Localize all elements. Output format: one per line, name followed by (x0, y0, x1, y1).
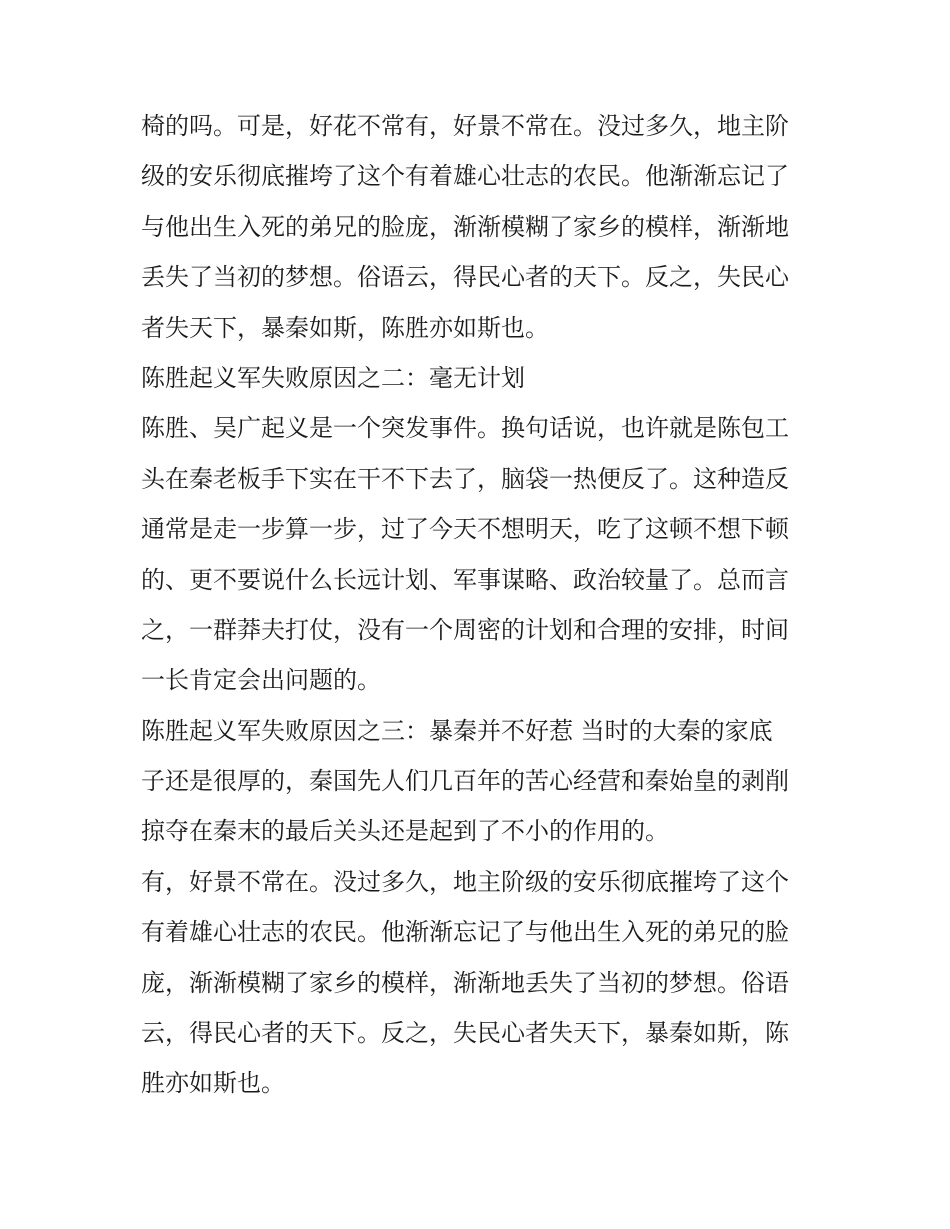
text-line-10: 的、更不要说什么长远计划、军事谋略、政治较量了。总而言 (141, 565, 789, 594)
text-line-5: 者失天下，暴秦如斯，陈胜亦如斯也。 (141, 313, 549, 342)
text-line-17: 有着雄心壮志的农民。他渐渐忘记了与他出生入死的弟兄的脸 (141, 918, 789, 947)
text-line-14: 子还是很厚的，秦国先人们几百年的苦心经营和秦始皇的剥削 (141, 767, 789, 796)
section-heading-3: 陈胜起义军失败原因之三：暴秦并不好惹 当时的大秦的家底 (141, 716, 773, 745)
text-line-11: 之，一群莽夫打仗，没有一个周密的计划和合理的安排，时间 (141, 615, 789, 644)
text-line-4: 丢失了当初的梦想。俗语云，得民心者的天下。反之，失民心 (141, 263, 789, 292)
text-line-19: 云，得民心者的天下。反之，失民心者失天下，暴秦如斯，陈 (141, 1019, 789, 1048)
text-line-9: 通常是走一步算一步，过了今天不想明天，吃了这顿不想下顿 (141, 515, 789, 544)
text-line-1: 椅的吗。可是，好花不常有，好景不常在。没过多久，地主阶 (141, 112, 789, 140)
text-line-20: 胜亦如斯也。 (141, 1069, 285, 1098)
text-line-12: 一长肯定会出问题的。 (141, 666, 381, 695)
text-line-18: 庞，渐渐模糊了家乡的模样，渐渐地丢失了当初的梦想。俗语 (141, 968, 789, 997)
text-line-8: 头在秦老板手下实在干不下去了，脑袋一热便反了。这种造反 (141, 464, 789, 493)
section-heading-2: 陈胜起义军失败原因之二：毫无计划 (141, 363, 525, 392)
text-line-16: 有，好景不常在。没过多久，地主阶级的安乐彻底摧垮了这个 (141, 867, 789, 896)
document-body (141, 101, 813, 1109)
text-line-7: 陈胜、吴广起义是一个突发事件。换句话说，也许就是陈包工 (141, 414, 789, 443)
text-line-3: 与他出生入死的弟兄的脸庞，渐渐模糊了家乡的模样，渐渐地 (141, 212, 789, 241)
text-line-2: 级的安乐彻底摧垮了这个有着雄心壮志的农民。他渐渐忘记了 (141, 162, 789, 191)
text-line-15: 掠夺在秦末的最后关头还是起到了不小的作用的。 (141, 817, 669, 846)
